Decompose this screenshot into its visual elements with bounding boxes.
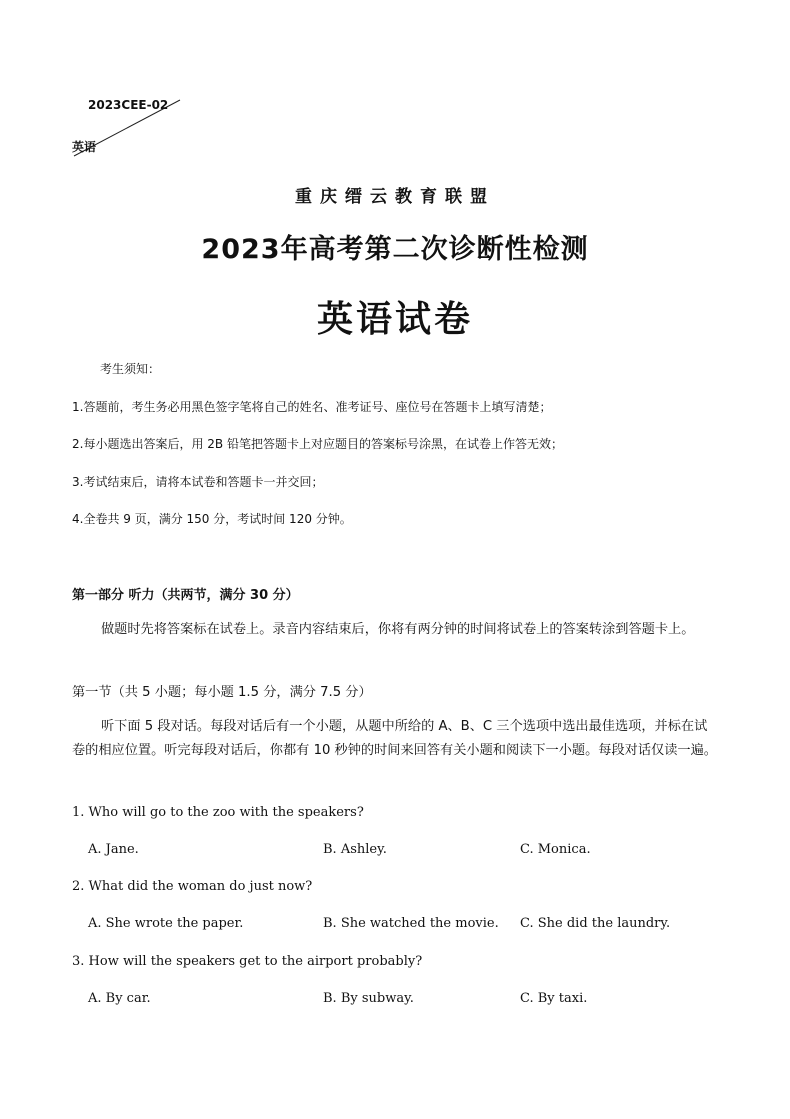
exam-code: 2023CEE-02 (88, 98, 169, 112)
option-b: B. Ashley. (323, 842, 387, 857)
option-b: B. By subway. (323, 991, 414, 1006)
corner-header (72, 98, 184, 158)
corner-subject: 英语 (72, 140, 97, 154)
notice-item: 4.全卷共 9 页，满分 150 分，考试时间 120 分钟。 (72, 512, 352, 526)
part1-heading: 第一部分 听力（共两节，满分 30 分） (72, 588, 299, 603)
option-c: C. She did the laundry. (520, 916, 671, 931)
question-stem: 3. How will the speakers get to the airport probably? (72, 954, 423, 969)
question-stem: 2. What did the woman do just now? (72, 879, 313, 894)
notice-item: 3.考试结束后，请将本试卷和答题卡一并交回； (72, 475, 324, 489)
subject-title: 英语试卷 (316, 299, 473, 340)
notice-heading: 考生须知： (100, 362, 161, 376)
option-a: A. Jane. (88, 842, 139, 857)
option-b: B. She watched the movie. (323, 916, 499, 931)
section1-instructions: 听下面 5 段对话。每段对话后有一个小题，从题中所给的 A、B、C 三个选项中选出最佳选项，并标在试卷的相应位置。听完每段对话后，你都有 10 秒钟的时间来回答有关小题和阅读下一小题。每段对话仅读一遍。 (72, 719, 717, 758)
notice-item: 1.答题前，考生务必用黑色签字笔将自己的姓名、准考证号、座位号在答题卡上填写清楚； (72, 400, 552, 414)
option-c: C. By taxi. (520, 991, 588, 1006)
exam-title: 2023年高考第二次诊断性检测 (201, 234, 589, 265)
notice-item: 2.每小题选出答案后，用 2B 铅笔把答题卡上对应题目的答案标号涂黑，在试卷上作答无效； (72, 437, 563, 451)
organization-title: 重庆缙云教育联盟 (295, 187, 495, 207)
part1-intro: 做题时先将答案标在试卷上。录音内容结束后，你将有两分钟的时间将试卷上的答案转涂到答题卡上。 (101, 622, 695, 637)
option-a: A. She wrote the paper. (88, 916, 244, 931)
question-stem: 1. Who will go to the zoo with the speakers? (72, 805, 364, 820)
section1-heading: 第一节（共 5 小题；每小题 1.5 分，满分 7.5 分） (72, 685, 372, 700)
option-c: C. Monica. (520, 842, 591, 857)
option-a: A. By car. (88, 991, 151, 1006)
